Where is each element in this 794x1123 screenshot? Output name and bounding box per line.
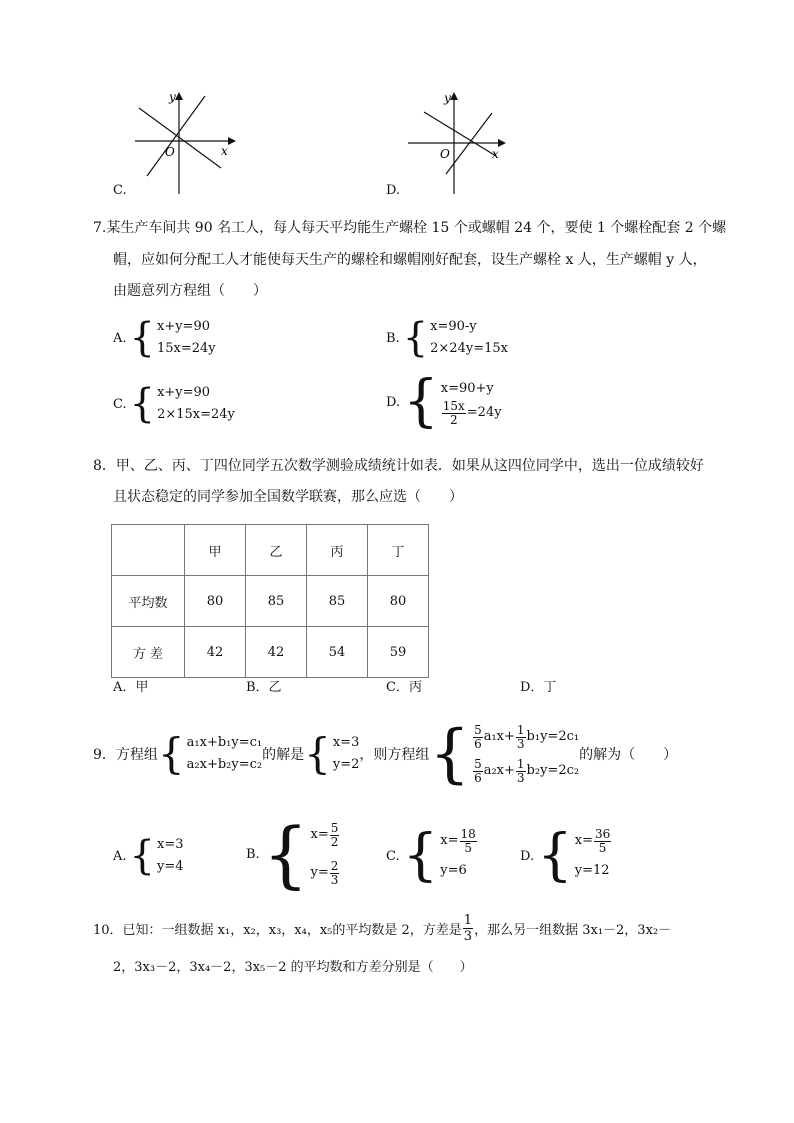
brace-icon: { [262,812,309,896]
table-cell: 方 差 [112,627,185,678]
q7-a-eq2: 15x=24y [156,341,216,356]
table-header-cell: 乙 [246,525,307,576]
q9-b-x-fraction [330,822,340,849]
table-header-row [112,525,429,576]
q7-c-eq2: 2×15x=24y [157,407,235,422]
q9-option-d[interactable] [520,823,612,888]
graph-d [400,88,510,196]
brace-icon: { [129,315,155,361]
q7-option-d[interactable] [386,369,502,434]
q10-text-line1 [93,913,671,944]
q9-sys1-eq1: a₁x+b₁y=c₁ [186,735,263,750]
graph-d-label: D. [386,183,401,198]
table-header-cell [112,525,185,576]
q9-option-d-label: D. [520,848,535,864]
frac-den: 3 [516,770,525,785]
table-row [112,627,429,678]
q7-d-frac-den: 2 [449,412,458,427]
q10-fraction [463,913,473,944]
q7-a-eq1: x+y=90 [156,319,210,334]
fraction-1-3 [516,758,526,785]
q9-option-b-label: B. [246,846,260,862]
q9-d-x-fraction [594,828,611,855]
q9-c-x-fraction [460,828,477,855]
q10-line1-a: 10．已知：一组数据 x₁，x₂，x₃，x₄，x₅的平均数是 2，方差是 [93,923,462,938]
graph-d-origin-label: O [440,147,450,161]
frac-num: 1 [516,756,525,771]
q7-option-b[interactable] [386,316,508,360]
q9-option-a[interactable] [113,834,184,878]
q9-d-x-pre: x= [574,833,593,848]
q7-option-d-label: D. [386,394,401,410]
q7-b-eq1: x=90-y [430,319,477,334]
brace-icon: { [537,823,573,888]
frac-den: 2 [330,834,339,849]
brace-icon: { [129,833,155,879]
frac-den: 3 [516,736,525,751]
table-cell: 42 [185,627,246,678]
q7-option-a-label: A. [113,330,127,346]
brace-icon: { [157,729,185,778]
table-cell: 54 [307,627,368,678]
q9-mid2: ，则方程组 [359,747,430,763]
frac-num: 5 [474,722,482,737]
q8-text-line1: 8．甲、乙、丙、丁四位同学五次数学测验成绩统计如表．如果从这四位同学中，选出一位成绩较好 [93,458,704,474]
frac-den: 5 [464,840,472,855]
q7-text-line2: 帽，应如何分配工人才能使每天生产的螺栓和螺帽刚好配套，设生产螺栓 x 人，生产螺帽 y 人， [113,252,707,268]
q9-option-c-label: C. [386,848,400,864]
q9-a-eq1: x=3 [156,837,184,852]
graph-c [125,88,240,196]
table-cell: 59 [368,627,429,678]
q9-sys1-eq2: a₂x+b₂y=c₂ [186,757,263,772]
table-row [112,576,429,627]
q9-b-y-pre: y= [310,865,329,880]
q7-d-frac-num: 15x [442,398,465,413]
q9-option-b[interactable] [246,812,340,896]
q9-b-eq1 [311,816,341,854]
graph-c-label: C. [113,183,127,198]
q9-sol-eq1: x=3 [332,735,360,750]
brace-icon: { [429,717,471,791]
table-header-cell: 甲 [185,525,246,576]
fraction-5-6 [473,724,483,751]
table-header-cell: 丙 [307,525,368,576]
brace-icon: { [129,381,156,427]
q9-a-eq2: y=4 [156,859,184,874]
q9-sys2-eq1-part-a: a₁x+ [483,729,515,744]
frac-num: 18 [460,826,476,841]
q8-option-a[interactable]: A．甲 [113,680,149,695]
q9-sys2-eq1-part-b: b₁y=2c₁ [526,729,580,744]
q9-c-eq2: y=6 [440,863,467,878]
q9-c-eq1 [440,826,478,856]
q8-option-b[interactable]: B．乙 [246,680,282,695]
frac-num: 36 [594,826,611,841]
q7-d-eq1: x=90+y [440,380,494,396]
q7-b-eq2: 2×24y=15x [430,341,508,356]
stats-table [111,524,429,678]
q9-option-a-label: A. [113,848,127,864]
q9-prefix: 9．方程组 [93,747,158,763]
q7-option-a[interactable] [113,316,216,360]
q9-sol-eq2: y=2 [332,757,360,772]
fraction-5-6 [473,758,483,785]
q10-frac-den: 3 [463,929,473,944]
q10-line1-b: ，那么另一组数据 3x₁－2，3x₂－ [474,923,672,938]
q9-suffix: 的解为（ ） [579,747,678,763]
brace-icon: { [304,729,331,778]
graph-c-y-label: y [169,90,176,104]
graph-d-y-label: y [444,91,451,105]
q7-text-line3: 由题意列方程组（ ） [113,283,267,299]
q9-c-x-pre: x= [440,833,459,848]
q9-b-eq2 [311,854,341,892]
q10-text-line2: 2，3x₃－2，3x₄－2，3x₅－2 的平均数和方差分别是（ ） [113,960,473,975]
brace-icon: { [403,369,439,434]
graph-d-x-label: x [492,147,499,161]
frac-num: 5 [330,820,339,835]
table-header-cell: 丁 [368,525,429,576]
q9-sys2-eq2 [472,754,579,788]
table-cell: 80 [185,576,246,627]
q8-text-line2: 且状态稳定的同学参加全国数学联赛，那么应选（ ） [113,489,463,505]
q7-d-fraction [442,400,466,427]
q9-d-eq2: y=12 [574,863,610,878]
q7-option-c[interactable] [113,382,235,426]
q7-option-b-label: B. [386,330,400,346]
graph-c-origin-label: O [165,145,175,159]
graph-c-x-label: x [221,144,228,158]
q9-mid1: 的解是 [262,747,305,763]
q7-option-c-label: C. [113,396,127,412]
frac-den: 6 [474,770,482,785]
q8-option-d[interactable]: D．丁 [520,680,557,695]
frac-den: 5 [598,840,607,855]
brace-icon: { [402,315,429,361]
frac-num: 5 [474,756,482,771]
fraction-1-3 [516,724,526,751]
table-cell: 85 [307,576,368,627]
q9-sys2-eq2-part-b: b₂y=2c₂ [526,763,580,778]
frac-num: 1 [516,722,525,737]
table-cell: 80 [368,576,429,627]
q7-d-eq2-rest: =24y [466,405,502,420]
q7-text-line1: 7.某生产车间共 90 名工人，每人每天平均能生产螺栓 15 个或螺帽 24 个，要使 1 个螺栓配套 2 个螺 [93,220,727,236]
table-cell: 平均数 [112,576,185,627]
q9-stem [93,717,678,791]
table-cell: 85 [246,576,307,627]
q7-c-eq1: x+y=90 [157,385,211,400]
q9-b-y-fraction [330,860,340,887]
q9-d-eq1 [575,826,613,856]
frac-den: 3 [330,872,339,887]
q9-option-c[interactable] [386,823,478,888]
frac-den: 6 [474,736,482,751]
q9-sys2-eq2-part-a: a₂x+ [483,763,515,778]
brace-icon: { [402,823,439,888]
q9-b-x-pre: x= [310,827,329,842]
frac-num: 2 [330,858,339,873]
q9-sys2-eq1 [472,720,579,754]
q8-option-c[interactable]: C．丙 [386,680,422,695]
table-cell: 42 [246,627,307,678]
q10-frac-num: 1 [463,913,473,928]
